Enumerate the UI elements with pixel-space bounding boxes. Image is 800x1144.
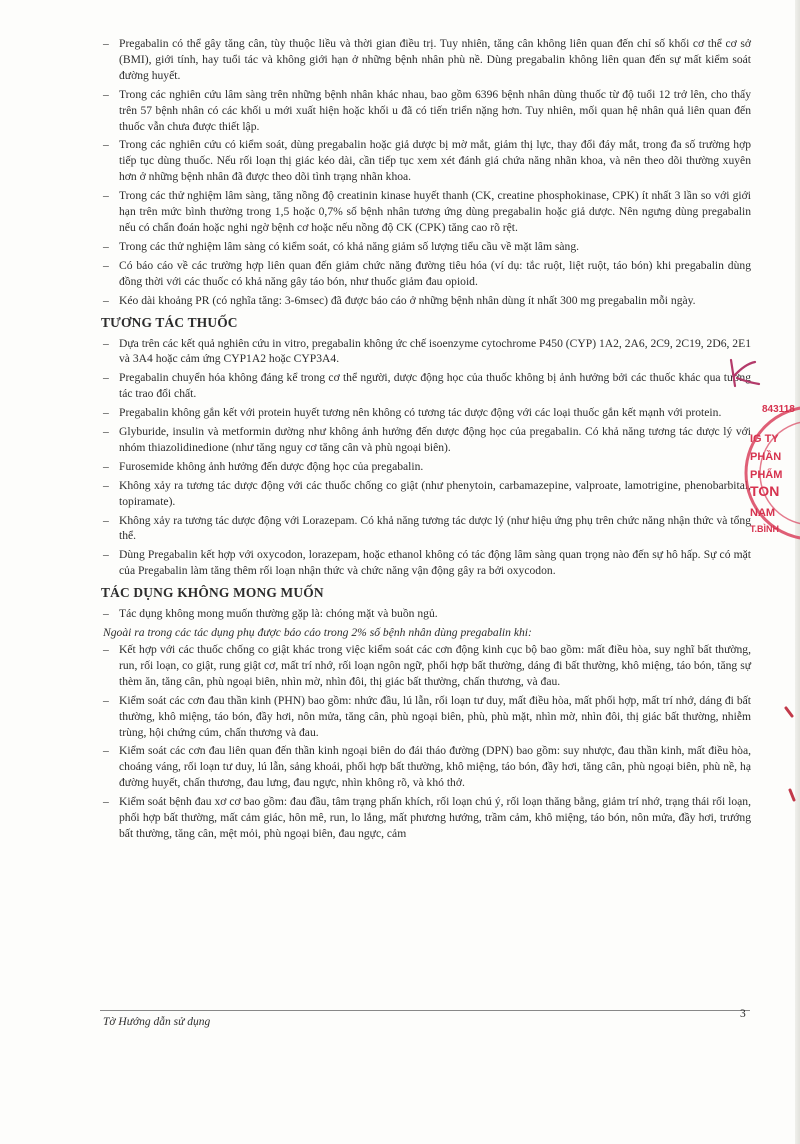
warning-item-text: Kéo dài khoảng PR (có nghĩa tăng: 3-6msec) đã được báo cáo ở những bệnh nhân dùng ít nhất 300 mg pregabalin mỗi ngày. [119, 293, 696, 307]
interaction-item [101, 424, 751, 456]
section-interactions [101, 336, 751, 580]
adverse-item [101, 642, 751, 690]
interaction-item [101, 405, 751, 421]
interaction-item-text: Dùng Pregabalin kết hợp với oxycodon, lorazepam, hoặc ethanol không có tác động lâm sàng quan trọng nào đến sự hô hấp. Sự có mặt của Pregabalin làm tăng thêm rối loạn nhận thức và chức năng vận động gây ra bởi oxycodon. [119, 548, 751, 578]
scan-edge [795, 0, 800, 1144]
margin-mark [780, 700, 800, 810]
list-dash: – [103, 425, 109, 439]
interaction-item-text: Pregabalin chuyển hóa không đáng kể trong cơ thể người, dược động học của thuốc không bị ảnh hưởng bởi các thuốc khác qua tương tác trao đổi chất. [119, 371, 751, 401]
list-dash: – [103, 513, 109, 527]
interaction-item-text: Glyburide, insulin và metformin dường như không ảnh hưởng đến dược động học của pregabalin. Có khả năng tương tác dược lý với nhóm thiazolidinedione (như tăng nguy cơ tăng cân và phù ngoại biên). [119, 425, 751, 454]
stamp-text: T.BÌNH [750, 524, 779, 534]
warning-item [101, 188, 751, 236]
adverse-italic-note: Ngoài ra trong các tác dụng phụ được báo cáo trong 2% số bệnh nhân dùng pregabalin khi: [103, 626, 532, 640]
warning-item-text: Pregabalin có thể gây tăng cân, tùy thuộc liều và thời gian điều trị. Tuy nhiên, tăng cân không liên quan đến chỉ số khối cơ thể cơ sở (BMI), giới tính, hay tuổi tác và không giới hạn ở những bệnh nhân phù nề. Dùng pregabalin không liên quan đến sự mất kiểm soát đường huyết. [119, 37, 751, 82]
stamp-text: TON [750, 483, 780, 499]
signature-mark [725, 356, 765, 392]
list-dash: – [103, 37, 109, 50]
list-dash: – [103, 459, 109, 473]
stamp-text: PHẨM [750, 469, 783, 481]
adverse-item-text: Kiểm soát bệnh đau xơ cơ bao gồm: đau đầu, tâm trạng phấn khích, rối loạn chú ý, rối loạn thăng bằng, giảm trí nhớ, trạng thái rối loạn, phối hợp bất thường, mất cảm giác, hôn mê, run, lo lắng, mất phương hướng, trầm cảm, khô miệng, táo bón, nôn mửa, đầy hơi, trướng bất thường, tăng cân, mệt mỏi, phù ngoại biên, đau ngực, cảm [119, 795, 751, 840]
list-dash: – [103, 239, 109, 253]
list-dash: – [103, 693, 109, 707]
warning-item [101, 258, 751, 290]
warning-item-text: Trong các nghiên cứu lâm sàng trên những bệnh nhân khác nhau, bao gồm 6396 bệnh nhân dùng thuốc từ độ tuổi 12 trở lên, cho thấy trên 57 bệnh nhân có các khối u mới xuất hiện hoặc khối u đã có tiến triển nặng hơn. Tuy nhiên, mối quan hệ nhân quả liên quan đến thuốc vẫn chưa được thiết lập. [119, 87, 751, 133]
stamp-text: 843118 [762, 404, 795, 415]
warning-item [101, 87, 751, 135]
warning-item-text: Trong các thử nghiệm lâm sàng, tăng nồng độ creatinin kinase huyết thanh (CK, creatine phosphokinase, CPK) ít nhất 3 lần so với giới hạn trên mức bình thường trong 1,5 hoặc 0,7% số bệnh nhân tương ứng dùng pregabalin hoặc giả dược. Nên ngưng dùng pregabalin nếu có chẩn đoán hoặc nghi ngờ bệnh cơ hoặc nếu nồng độ CK (CPK) tăng cao rõ rệt. [119, 189, 751, 234]
interaction-item [101, 513, 751, 545]
adverse-item [101, 743, 751, 791]
adverse-intro: – Tác dụng không mong muốn thường gặp là: chóng mặt và buồn ngủ. [103, 607, 438, 621]
interaction-item [101, 336, 751, 368]
warning-item [101, 36, 751, 84]
adverse-item-text: Kiểm soát các cơn đau thần kinh (PHN) bao gồm: nhức đầu, lú lẫn, rối loạn tư duy, mất điều hòa, mất phối hợp, mất trí nhớ, dáng đi bất thường, khô miệng, táo bón, đầy hơi, nôn mửa, tăng cân, phù ngoại biên, phù, phù mặt, nhìn mờ, nhìn đôi, thị giác bất thường, nhiễm trùng, hội chứng cúm, chấn thương và đau. [119, 693, 751, 739]
warning-item [101, 293, 751, 309]
warning-item-text: Có báo cáo về các trường hợp liên quan đến giảm chức năng đường tiêu hóa (ví dụ: tắc ruột, liệt ruột, táo bón) khi pregabalin dùng đồng thời với các thuốc có khả năng gây táo bón, như thuốc giảm đau opioid. [119, 258, 751, 288]
list-dash: – [103, 607, 109, 621]
adverse-item [101, 794, 751, 842]
adverse-item-text: Kiểm soát các cơn đau liên quan đến thần kinh ngoại biên do đái tháo đường (DPN) bao gồm: suy nhược, đau thần kinh, mất điều hòa, choáng váng, rối loạn tư duy, lú lẫn, sảng khoái, phối hợp bất thường, khô miệng, táo bón, đầy hơi, tăng cân, phù ngoại biên, phù nề, hạ đường huyết, chấn thương, đau lưng, đau ngực, nhìn không rõ, và khó thở. [119, 744, 751, 790]
list-dash: – [103, 87, 109, 101]
adverse-item-text: Kết hợp với các thuốc chống co giật khác trong việc kiểm soát các cơn động kinh cục bộ bao gồm: mất điều hòa, suy nghĩ bất thường, run, rối loạn, co giật, rung giật cơ, mất trí nhớ, rối loạn ngôn ngữ, phối hợp bất thường, dáng đi bất thường, khô miệng, táo bón, tăng sự thèm ăn, tăng cân, phù ngoại biên, nhìn mờ, nhìn đôi, thị giác bất thường, chấn thương, và đau. [119, 643, 751, 688]
stamp-text: NAM [750, 507, 776, 519]
list-dash: – [103, 258, 109, 272]
list-dash: – [103, 643, 109, 656]
list-dash: – [103, 478, 109, 492]
section-adverse-effects [101, 642, 751, 842]
list-dash: – [103, 744, 109, 758]
list-dash: – [103, 336, 109, 350]
document-body [101, 36, 751, 845]
warning-item [101, 137, 751, 185]
warning-item-text: Trong các thử nghiệm lâm sàng có kiểm soát, có khả năng giảm số lượng tiểu cầu về mặt lâm sàng. [119, 239, 580, 253]
interaction-item [101, 459, 751, 475]
warning-item-text: Trong các nghiên cứu có kiểm soát, dùng pregabalin hoặc giả dược bị mờ mắt, giảm thị lực, thay đổi đáy mắt, trong đa số trường hợp tiếp tục dùng thuốc. Nếu rối loạn thị giác kéo dài, cần tiếp tục xem xét đánh giá chứa năng nhãn khoa, và nên theo dõi thường xuyên hơn ở những bệnh nhân đã được theo dõi tình trạng nhãn khoa. [119, 138, 751, 184]
list-dash: – [103, 406, 109, 420]
section-warnings [101, 36, 751, 309]
interaction-item-text: Không xảy ra tương tác dược động với Lorazepam. Có khả năng tương tác dược lý (như hiệu ứng phụ trên chức năng nhận thức và tổng thể. [119, 513, 751, 543]
interaction-item-text: Furosemide không ảnh hưởng đến dược động học của pregabalin. [119, 459, 424, 473]
interaction-item [101, 478, 751, 510]
list-dash: – [103, 548, 109, 562]
stamp-text: PHẦN [750, 451, 782, 463]
page-number: 3 [740, 1008, 746, 1020]
interaction-item [101, 547, 751, 579]
stamp-text: IG TY [750, 433, 779, 445]
warning-item [101, 239, 751, 255]
list-dash: – [103, 795, 109, 809]
heading-interactions: TƯƠNG TÁC THUỐC [101, 314, 238, 330]
list-dash: – [103, 293, 109, 307]
interaction-item [101, 370, 751, 402]
list-dash: – [103, 138, 109, 152]
footer-title: Tờ Hướng dẫn sử dụng [103, 1016, 211, 1028]
interaction-item-text: Pregabalin không gắn kết với protein huyết tương nên không có tương tác dược động với các loại thuốc gắn kết mạnh với protein. [119, 406, 722, 420]
interaction-item-text: Không xảy ra tương tác dược động với các thuốc chống co giật (như phenytoin, carbamazepine, valproate, lamotrigine, phenobarbital, topiramate). [119, 478, 751, 508]
adverse-item [101, 693, 751, 741]
heading-adverse-effects: TÁC DỤNG KHÔNG MONG MUỐN [101, 585, 324, 601]
list-dash: – [103, 189, 109, 203]
list-dash: – [103, 371, 109, 385]
interaction-item-text: Dựa trên các kết quả nghiên cứu in vitro, pregabalin không ức chế isoenzyme cytochrome P450 (CYP) 1A2, 2A6, 2C9, 2C19, 2D6, 2E1 và 3A4 hoặc cảm ứng CYP1A2 hoặc CYP3A4. [119, 336, 751, 366]
company-stamp [742, 398, 800, 548]
footer-rule [100, 1010, 750, 1011]
